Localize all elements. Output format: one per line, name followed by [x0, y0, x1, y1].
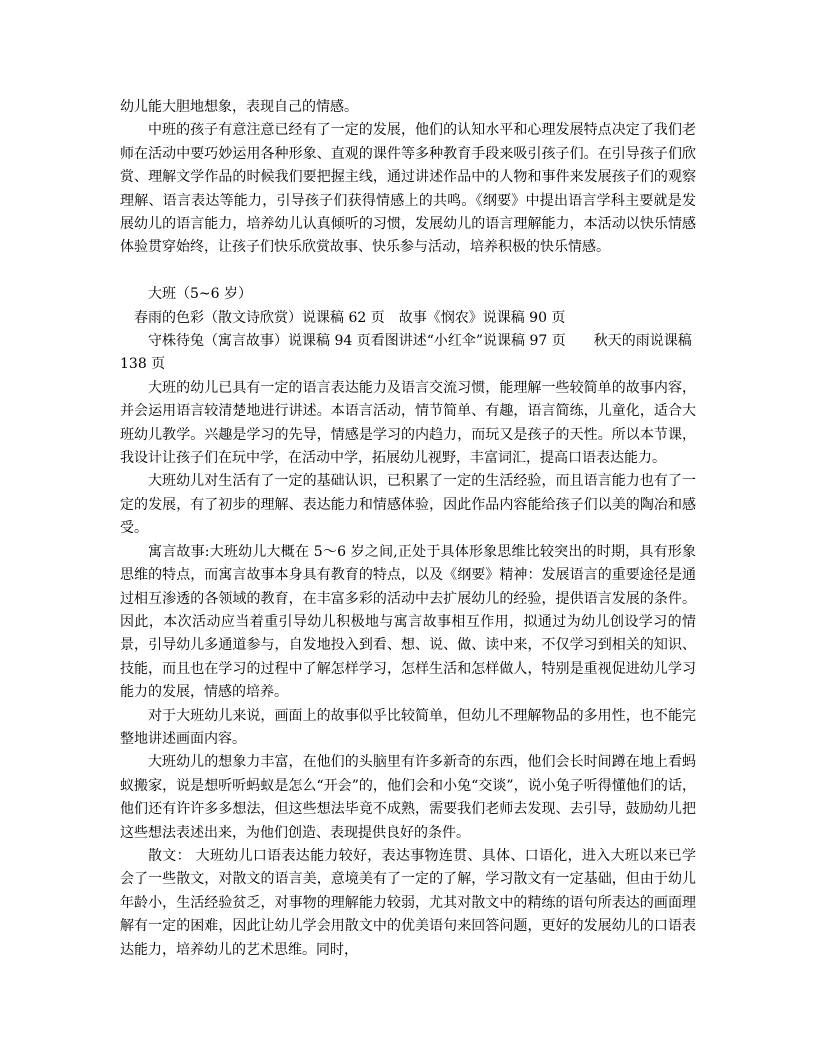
paragraph-continuation: 幼儿能大胆地想象，表现自己的情感。 [120, 99, 358, 115]
document-page [120, 96, 696, 962]
paragraph-picture-story: 对于大班幼儿来说，画面上的故事似乎比较简单，但幼儿不理解物品的多用性，也不能完整地讲述画面内容。 [120, 707, 696, 747]
paragraph-middle-class: 中班的孩子有意注意已经有了一定的发展，他们的认知水平和心理发展特点决定了我们老师在活动中要巧妙运用各种形象、直观的课件等多种教育手段来吸引孩子们。在引导孩子们欣赏、理解文学作品的时候我们要把握主线，通过讲述作品中的人物和事件来发展孩子们的观察理解、语言表达等能力，引导孩子们获得情感上的共鸣。《纲要》中提出语言学科主要就是发展幼儿的语言能力，培养幼儿认真倾听的习惯，发展幼儿的语言理解能力，本活动以快乐情感体验贯穿始终，让孩子们快乐欣赏故事、快乐参与活动，培养积极的快乐情感。 [120, 122, 696, 256]
section-heading-big-class: 大班（5~6 岁） [148, 286, 252, 303]
lesson-list-line-2: 守株待兔（寓言故事）说课稿 94 页看图讲述“小红伞”说课稿 97 页 秋天的雨说课稿 138 页 [120, 333, 692, 373]
paragraph-big-class-language: 大班的幼儿已具有一定的语言表达能力及语言交流习惯，能理解一些较简单的故事内容，并会运用语言较清楚地进行讲述。本语言活动，情节简单、有趣，语言简练，儿童化，适合大班幼儿教学。兴趣是学习的先导，情感是学习的内趋力，而玩又是孩子的天性。所以本节课，我设计让孩子们在玩中学，在活动中学，拓展幼儿视野，丰富词汇，提高口语表达能力。 [120, 379, 696, 467]
paragraph-imagination: 大班幼儿的想象力丰富，在他们的头脑里有许多新奇的东西，他们会长时间蹲在地上看蚂蚁搬家，说是想听听蚂蚁是怎么“开会”的，他们会和小兔“交谈”，说小兔子听得懂他们的话，他们还有许许多多想法，但这些想法毕竟不成熟，需要我们老师去发现、去引导，鼓励幼儿把这些想法表述出来，为他们创造、表现提供良好的条件。 [120, 754, 696, 841]
paragraph-prose: 散文： 大班幼儿口语表达能力较好，表达事物连贯、具体、口语化，进入大班以来已学会了一些散文，对散文的语言美，意境美有了一定的了解，学习散文有一定基础，但由于幼儿年龄小，生活经验贫乏，对事物的理解能力较弱，尤其对散文中的精练的语句所表达的画面理解有一定的困难，因此让幼儿学会用散文中的优美语句来回答问题，更好的发展幼儿的口语表达能力，培养幼儿的艺术思维。同时， [120, 847, 696, 958]
blank-line [120, 260, 696, 283]
lesson-list-line-1: 春雨的色彩（散文诗欣赏）说课稿 62 页 故事《悯农》说课稿 90 页 [134, 309, 566, 326]
paragraph-fable: 寓言故事:大班幼儿大概在 5～6 岁之间,正处于具体形象思维比较突出的时期，具有形象思维的特点，而寓言故事本身具有教育的特点，以及《纲要》精神：发展语言的重要途径是通过相互渗透的各领域的教育，在丰富多彩的活动中去扩展幼儿的经验，提供语言发展的条件。因此，本次活动应当着重引导幼儿积极地与寓言故事相互作用，拟通过为幼儿创设学习的情景，引导幼儿多通道参与，自发地投入到看、想、说、做、读中来，不仅学习到相关的知识、技能，而且也在学习的过程中了解怎样学习，怎样生活和怎样做人，特别是重视促进幼儿学习能力的发展，情感的培养。 [120, 543, 696, 701]
paragraph-big-class-life: 大班幼儿对生活有了一定的基础认识，已积累了一定的生活经验，而且语言能力也有了一定的发展，有了初步的理解、表达能力和情感体验，因此作品内容能给孩子们以美的陶冶和感受。 [120, 473, 696, 537]
